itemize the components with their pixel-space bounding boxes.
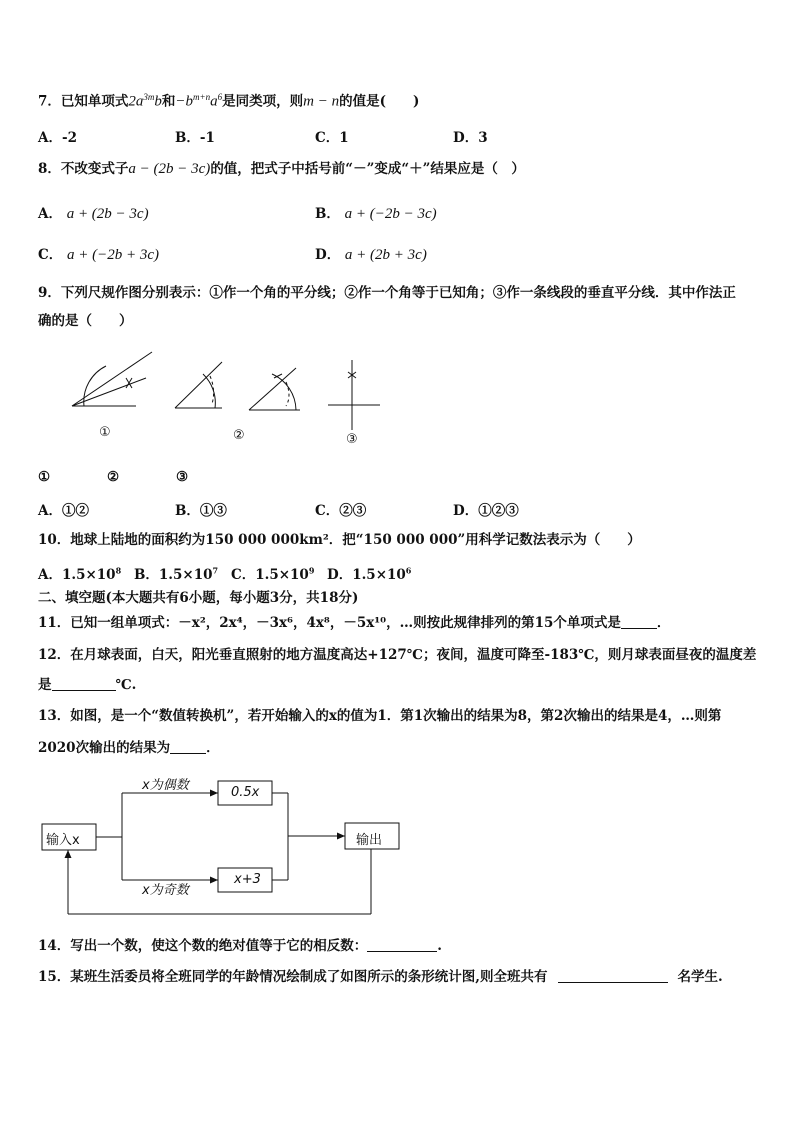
answer-blank[interactable] xyxy=(621,614,657,629)
q8-option-c xyxy=(38,243,159,264)
math-term: a − (2b − 3c) xyxy=(128,161,211,177)
option-text: B．1.5×10 xyxy=(134,567,213,583)
even-branch-label: x为偶数 xyxy=(142,778,189,793)
q9-option-b: B．①③ xyxy=(175,503,227,519)
figure-copy-angle-a xyxy=(175,362,222,408)
q7-option-a: A．-2 xyxy=(38,130,77,146)
question-9-line1 xyxy=(38,284,736,302)
q10-option-b xyxy=(134,563,218,583)
output-label: 输出 xyxy=(356,833,383,848)
question-9-line2: 确的是（ ） xyxy=(38,313,133,329)
option-exponent: 7 xyxy=(212,565,219,576)
question-text: . xyxy=(437,938,442,954)
figure-angle-bisector xyxy=(72,352,152,406)
math-term: −b xyxy=(175,93,194,110)
question-13-line2 xyxy=(38,739,220,757)
option-math: a + (−2b + 3c) xyxy=(66,247,159,263)
option-math: a + (−2b − 3c) xyxy=(344,206,437,222)
q10-option-d xyxy=(327,563,411,583)
under-label-2: ② xyxy=(107,469,120,485)
question-text: ℃. xyxy=(115,677,137,693)
option-label: C． xyxy=(38,247,63,263)
question-14 xyxy=(38,937,442,955)
question-11 xyxy=(38,614,670,632)
question-7 xyxy=(38,88,419,111)
math-term: a xyxy=(210,93,218,110)
option-math: a + (2b + 3c) xyxy=(344,247,427,263)
q7-option-c: C．1 xyxy=(315,130,349,146)
question-number: 14． xyxy=(38,938,71,954)
answer-blank[interactable] xyxy=(52,676,116,691)
question-text: 地球上陆地的面积约为150 000 000km²．把“150 000 000”用科学记数法表示为（ ） xyxy=(70,532,641,548)
question-number: 8． xyxy=(38,161,61,177)
math-term: m − n xyxy=(303,93,340,110)
figure-label-2: ② xyxy=(233,428,245,443)
question-text: 写出一个数，使这个数的绝对值等于它的相反数： xyxy=(70,938,368,954)
math-exponent: m+n xyxy=(193,92,211,102)
math-exponent: 3m xyxy=(143,92,155,102)
figure-label-3: ③ xyxy=(346,432,358,447)
math-exponent: 6 xyxy=(217,92,223,102)
q9-option-a: A．①② xyxy=(38,503,89,519)
option-text: D．1.5×10 xyxy=(327,567,406,583)
odd-branch-label: x为奇数 xyxy=(142,883,189,898)
answer-blank[interactable] xyxy=(367,937,437,952)
math-term: 2a xyxy=(128,93,144,110)
question-12-line2 xyxy=(38,676,136,694)
option-exponent: 8 xyxy=(115,565,122,576)
figure-copy-angle-b xyxy=(249,368,300,410)
option-text: C．1.5×10 xyxy=(231,567,309,583)
under-label-3: ③ xyxy=(176,469,189,485)
question-number: 9． xyxy=(38,285,61,301)
question-text: 已知一组单项式：－x²，2x⁴，－3x⁶，4x⁸，－5x¹⁰，…则按此规律排列的第15个单项式是 xyxy=(70,615,621,631)
option-exponent: 6 xyxy=(405,565,412,576)
question-text: 不改变式子 xyxy=(60,161,129,177)
answer-blank[interactable] xyxy=(170,739,206,754)
question-text: ． xyxy=(206,740,220,756)
question-text: 名学生. xyxy=(677,969,723,985)
option-label: A． xyxy=(38,206,62,222)
question-text: 是 xyxy=(38,677,52,693)
question-15 xyxy=(38,968,723,986)
option-math: a + (2b − 3c) xyxy=(66,206,149,222)
question-text: 下列尺规作图分别表示：①作一个角的平分线；②作一个角等于已知角；③作一条线段的垂直平分线．其中作法正 xyxy=(60,285,736,301)
question-number: 11． xyxy=(38,615,71,631)
question-number: 15． xyxy=(38,969,71,985)
q8-option-b xyxy=(315,202,437,223)
question-text: 2020次输出的结果为 xyxy=(38,740,171,756)
option-text: A．1.5×10 xyxy=(38,567,116,583)
math-term: b xyxy=(154,93,162,110)
question-text: ． xyxy=(656,615,671,631)
question-text: 如图，是一个“数值转换机”，若开始输入的x的值为1．第1次输出的结果为8，第2次输出的结果是4，…则第 xyxy=(70,708,722,724)
q7-option-d: D．3 xyxy=(453,130,488,146)
q8-option-d xyxy=(315,243,427,264)
question-number: 10． xyxy=(38,532,71,548)
q9-option-d: D．①②③ xyxy=(453,503,519,519)
under-label-1: ① xyxy=(38,469,51,485)
q8-option-a xyxy=(38,202,149,223)
option-label: B． xyxy=(315,206,340,222)
question-text: 某班生活委员将全班同学的年龄情况绘制成了如图所示的条形统计图,则全班共有 xyxy=(70,969,548,985)
section-heading: 二、填空题(本大题共有6小题，每小题3分，共18分) xyxy=(38,590,359,606)
question-text: 和 xyxy=(161,93,176,110)
question-text: 的值，把式子中括号前“－”变成“＋”结果应是（ ） xyxy=(210,161,525,177)
option-exponent: 9 xyxy=(308,565,315,576)
question-number: 7． xyxy=(38,93,61,110)
option-label: D． xyxy=(315,247,341,263)
question-text: 是同类项，则 xyxy=(222,93,304,110)
question-number: 12． xyxy=(38,647,71,663)
question-13-line1 xyxy=(38,707,721,725)
q7-option-b: B．-1 xyxy=(175,130,215,146)
question-text: 已知单项式 xyxy=(60,93,129,110)
q10-option-c xyxy=(231,563,314,583)
figure-label-1: ① xyxy=(99,425,111,440)
question-number: 13． xyxy=(38,708,71,724)
answer-blank[interactable] xyxy=(558,968,668,983)
question-text: 的值是( ) xyxy=(339,93,420,110)
q9-option-c: C．②③ xyxy=(315,503,367,519)
question-8 xyxy=(38,160,525,178)
q10-option-a xyxy=(38,563,121,583)
question-12-line1 xyxy=(38,646,756,664)
figure-perpendicular-bisector xyxy=(328,360,380,430)
question-text: 在月球表面，白天，阳光垂直照射的地方温度高达+127℃；夜间，温度可降至-183℃，则月球表面昼夜的温度差 xyxy=(70,647,757,663)
question-10 xyxy=(38,531,641,549)
input-label: 输入x xyxy=(46,833,80,848)
even-op-label: 0.5x xyxy=(231,785,260,800)
odd-op-label: x+3 xyxy=(234,872,261,887)
